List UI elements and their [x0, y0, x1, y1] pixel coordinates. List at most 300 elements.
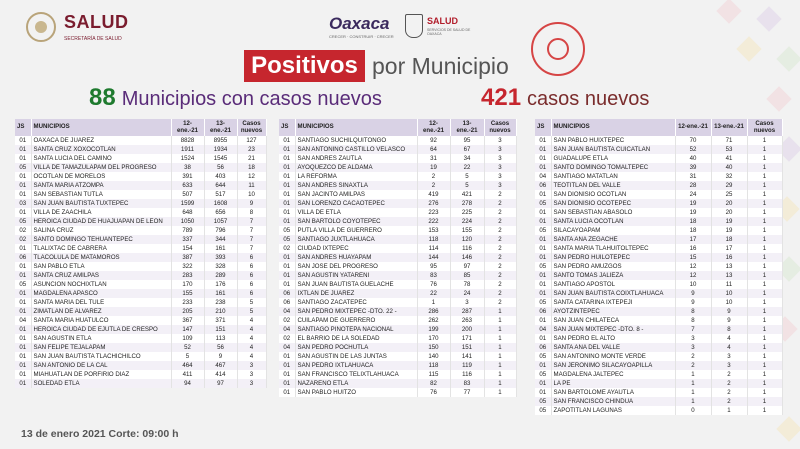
cell-casos-nuevos: 1	[484, 325, 516, 334]
cell-js: 02	[279, 244, 295, 253]
cell-municipio: SANTIAGO PINOTEPA NACIONAL	[295, 325, 417, 334]
cell-12-ene: 419	[417, 190, 450, 199]
cell-casos-nuevos: 1	[747, 406, 782, 415]
cell-casos-nuevos: 1	[747, 289, 782, 298]
cell-casos-nuevos: 2	[484, 298, 516, 307]
cell-casos-nuevos: 7	[237, 217, 266, 226]
cell-12-ene: 115	[417, 370, 450, 379]
cell-13-ene: 120	[450, 235, 484, 244]
cell-js: 01	[535, 289, 551, 298]
cell-13-ene: 371	[204, 316, 237, 325]
cell-municipio: SANTIAGO APOSTOL	[551, 280, 675, 289]
cell-casos-nuevos: 3	[237, 370, 266, 379]
cell-12-ene: 118	[417, 235, 450, 244]
cell-13-ene: 22	[450, 163, 484, 172]
cell-js: 01	[15, 361, 31, 370]
cell-12-ene: 322	[171, 262, 204, 271]
table-row	[279, 136, 516, 145]
cell-municipio: GUADALUPE ETLA	[551, 154, 675, 163]
cell-casos-nuevos: 3	[237, 361, 266, 370]
cell-12-ene: 8	[675, 307, 711, 316]
cell-12-ene: 31	[417, 154, 450, 163]
cell-js: 01	[279, 370, 295, 379]
cell-12-ene: 2	[417, 181, 450, 190]
column-header-casos-nuevos: Casos nuevos	[237, 119, 266, 136]
cell-municipio: SAN JERONIMO SILACAYOAPILLA	[551, 361, 675, 370]
cell-12-ene: 1	[675, 388, 711, 397]
cell-casos-nuevos: 6	[237, 289, 266, 298]
cell-13-ene: 1057	[204, 217, 237, 226]
cell-13-ene: 151	[450, 343, 484, 352]
oaxaca-salud: SALUD	[427, 16, 458, 26]
cell-12-ene: 223	[417, 208, 450, 217]
cell-12-ene: 92	[417, 136, 450, 145]
table-row	[15, 190, 266, 199]
cell-12-ene: 82	[417, 379, 450, 388]
casos-text: casos nuevos	[527, 88, 650, 110]
table-row	[279, 280, 516, 289]
oaxaca-brand: Oaxaca	[329, 14, 390, 33]
cell-js: 01	[15, 172, 31, 181]
oaxaca-salud-sub: SERVICIOS DE SALUD DE OAXACA	[427, 28, 471, 36]
cell-js: 04	[279, 343, 295, 352]
cell-js: 01	[535, 235, 551, 244]
cell-js: 01	[279, 154, 295, 163]
cell-13-ene: 78	[450, 280, 484, 289]
cell-casos-nuevos: 5	[237, 307, 266, 316]
cell-js: 01	[15, 325, 31, 334]
cell-12-ene: 83	[417, 271, 450, 280]
cell-js: 05	[535, 262, 551, 271]
cell-casos-nuevos: 3	[484, 154, 516, 163]
cell-casos-nuevos: 2	[484, 280, 516, 289]
cell-municipio: SILACAYOAPAM	[551, 226, 675, 235]
cell-municipio: SAN SEBASTIAN ABASOLO	[551, 208, 675, 217]
cell-municipio: SALINA CRUZ	[31, 226, 171, 235]
cell-13-ene: 1608	[204, 199, 237, 208]
cell-casos-nuevos: 8	[237, 208, 266, 217]
cell-js: 04	[535, 172, 551, 181]
cell-casos-nuevos: 1	[747, 145, 782, 154]
table-row	[15, 145, 266, 154]
cell-12-ene: 1050	[171, 217, 204, 226]
cell-13-ene: 83	[450, 379, 484, 388]
table-row	[535, 253, 782, 262]
cell-casos-nuevos: 7	[237, 226, 266, 235]
table-row	[535, 244, 782, 253]
table-row	[279, 370, 516, 379]
cell-casos-nuevos: 2	[484, 253, 516, 262]
table-row	[535, 226, 782, 235]
cell-casos-nuevos: 1	[484, 316, 516, 325]
cell-municipio: SAN FELIPE TEJALAPAM	[31, 343, 171, 352]
cell-js: 01	[279, 352, 295, 361]
cell-12-ene: 1	[675, 397, 711, 406]
table-row	[279, 298, 516, 307]
salud-logo-subtitle: SECRETARÍA DE SALUD	[64, 36, 122, 42]
cell-13-ene: 1934	[204, 145, 237, 154]
cell-js: 06	[279, 289, 295, 298]
cell-12-ene: 170	[171, 280, 204, 289]
cell-casos-nuevos: 2	[484, 199, 516, 208]
cell-13-ene: 56	[204, 163, 237, 172]
cell-12-ene: 5	[171, 352, 204, 361]
cell-municipio: SAN PABLO HUIXTEPEC	[551, 136, 675, 145]
table-row	[535, 199, 782, 208]
cell-casos-nuevos: 7	[237, 244, 266, 253]
table-row	[535, 208, 782, 217]
municipios-text: Municipios con casos nuevos	[121, 88, 382, 110]
cell-municipio: TEOTITLAN DEL VALLE	[551, 181, 675, 190]
cell-casos-nuevos: 1	[484, 343, 516, 352]
table-row	[15, 325, 266, 334]
cell-13-ene: 796	[204, 226, 237, 235]
cell-13-ene: 41	[711, 154, 747, 163]
cell-13-ene: 18	[711, 235, 747, 244]
cell-municipio: SAN PEDRO POCHUTLA	[295, 343, 417, 352]
cell-js: 01	[535, 316, 551, 325]
table-row	[279, 352, 516, 361]
cell-js: 05	[535, 406, 551, 415]
cell-js: 01	[279, 190, 295, 199]
cell-12-ene: 109	[171, 334, 204, 343]
table-row	[15, 154, 266, 163]
cell-13-ene: 200	[450, 325, 484, 334]
cell-casos-nuevos: 4	[237, 352, 266, 361]
table-row	[279, 334, 516, 343]
table-row	[15, 298, 266, 307]
table-row	[535, 379, 782, 388]
cell-12-ene: 38	[171, 163, 204, 172]
cell-13-ene: 467	[204, 361, 237, 370]
cell-13-ene: 9	[711, 307, 747, 316]
cell-casos-nuevos: 5	[237, 298, 266, 307]
cell-js: 06	[535, 307, 551, 316]
table-row	[15, 172, 266, 181]
cell-13-ene: 141	[450, 352, 484, 361]
cell-13-ene: 2	[711, 379, 747, 388]
table-row	[279, 208, 516, 217]
cell-13-ene: 8	[711, 325, 747, 334]
table-row	[15, 181, 266, 190]
cell-13-ene: 20	[711, 208, 747, 217]
cell-casos-nuevos: 1	[747, 163, 782, 172]
cell-js: 02	[15, 226, 31, 235]
cell-12-ene: 3	[675, 334, 711, 343]
cell-12-ene: 2	[675, 361, 711, 370]
cell-municipio: OCOTLAN DE MORELOS	[31, 172, 171, 181]
cell-js: 05	[535, 199, 551, 208]
cell-js: 04	[15, 316, 31, 325]
table-row	[15, 244, 266, 253]
cell-casos-nuevos: 9	[237, 199, 266, 208]
cell-casos-nuevos: 1	[484, 379, 516, 388]
cell-13-ene: 116	[450, 370, 484, 379]
table-row	[15, 343, 266, 352]
cell-12-ene: 16	[675, 244, 711, 253]
table-row	[15, 307, 266, 316]
cell-js: 01	[15, 370, 31, 379]
column-header-13-ene: 13-ene.-21	[204, 119, 237, 136]
cell-12-ene: 10	[675, 280, 711, 289]
cell-municipio: SANTA MARIA TLAHUITOLTEPEC	[551, 244, 675, 253]
cell-js: 06	[15, 253, 31, 262]
column-header-12-ene: 12-ene.-21	[417, 119, 450, 136]
cell-js: 01	[279, 262, 295, 271]
cell-municipio: SAN ANDRES HUAYAPAM	[295, 253, 417, 262]
cell-js: 02	[15, 235, 31, 244]
cell-13-ene: 644	[204, 181, 237, 190]
table-row	[535, 343, 782, 352]
cell-js: 01	[279, 217, 295, 226]
cell-casos-nuevos: 6	[237, 262, 266, 271]
cell-municipio: MAGDALENA APASCO	[31, 289, 171, 298]
cell-12-ene: 12	[675, 271, 711, 280]
table-row	[279, 226, 516, 235]
cell-municipio: SAN AGUSTIN DE LAS JUNTAS	[295, 352, 417, 361]
cell-13-ene: 13	[711, 271, 747, 280]
cell-casos-nuevos: 1	[747, 298, 782, 307]
table-row	[279, 343, 516, 352]
cell-js: 05	[535, 397, 551, 406]
cell-12-ene: 337	[171, 235, 204, 244]
column-header-municipios: MUNICIPIOS	[295, 119, 417, 136]
cell-12-ene: 114	[417, 244, 450, 253]
cell-casos-nuevos: 21	[237, 154, 266, 163]
table-row	[15, 352, 266, 361]
cell-js: 01	[535, 379, 551, 388]
cell-municipio: SANTA MARIA HUATULCO	[31, 316, 171, 325]
cell-municipio: OAXACA DE JUAREZ	[31, 136, 171, 145]
column-header-12-ene: 12-ene.-21	[171, 119, 204, 136]
cell-12-ene: 19	[675, 199, 711, 208]
cell-13-ene: 4	[711, 334, 747, 343]
cell-casos-nuevos: 1	[747, 370, 782, 379]
cell-municipio: SAN ANTONIO DE LA CAL	[31, 361, 171, 370]
cell-municipio: IXTLAN DE JUAREZ	[295, 289, 417, 298]
cell-js: 01	[15, 289, 31, 298]
cell-casos-nuevos: 1	[747, 271, 782, 280]
cell-12-ene: 118	[417, 361, 450, 370]
cell-municipio: SAN JACINTO AMILPAS	[295, 190, 417, 199]
cell-js: 05	[279, 235, 295, 244]
table-row	[15, 253, 266, 262]
cell-municipio: SAN BARTOLOME AYAUTLA	[551, 388, 675, 397]
oaxaca-shield-icon	[405, 14, 423, 38]
cell-municipio: SANTIAGO ZACATEPEC	[295, 298, 417, 307]
cell-municipio: SAN DIONISIO OCOTLAN	[551, 190, 675, 199]
cell-js: 01	[15, 181, 31, 190]
municipios-table-1	[15, 119, 267, 388]
oaxaca-logo	[329, 14, 474, 44]
cell-municipio: SAN PABLO HUITZO	[295, 388, 417, 397]
cell-13-ene: 155	[450, 226, 484, 235]
cell-js: 02	[279, 316, 295, 325]
table-row	[279, 172, 516, 181]
cell-casos-nuevos: 3	[484, 136, 516, 145]
cell-13-ene: 171	[450, 334, 484, 343]
municipios-summary	[89, 84, 382, 112]
cell-municipio: SAN AGUSTIN ETLA	[31, 334, 171, 343]
cell-js: 01	[279, 280, 295, 289]
cell-municipio: VILLA DE TAMAZULAPAM DEL PROGRESO	[31, 163, 171, 172]
cell-js: 05	[535, 352, 551, 361]
cell-casos-nuevos: 3	[484, 163, 516, 172]
cell-12-ene: 95	[417, 262, 450, 271]
cell-12-ene: 2	[675, 352, 711, 361]
municipios-table-3	[535, 119, 783, 415]
table-row	[15, 280, 266, 289]
cell-casos-nuevos: 6	[237, 253, 266, 262]
cell-13-ene: 2	[711, 397, 747, 406]
cell-municipio: SAN PEDRO IXTLAHUACA	[295, 361, 417, 370]
oaxaca-slogan: CRECER · CONSTRUIR · CRECER	[329, 34, 394, 39]
cell-12-ene: 19	[675, 208, 711, 217]
table-row	[279, 325, 516, 334]
cell-municipio: SAN JUAN BAUTISTA CUICATLAN	[551, 145, 675, 154]
cell-13-ene: 97	[450, 262, 484, 271]
cell-12-ene: 2	[417, 172, 450, 181]
table-row	[15, 361, 266, 370]
cell-13-ene: 77	[450, 388, 484, 397]
cell-13-ene: 224	[450, 217, 484, 226]
table-row	[535, 136, 782, 145]
cell-13-ene: 4	[711, 343, 747, 352]
cell-municipio: VILLA DE ETLA	[295, 208, 417, 217]
cell-municipio: TLALIXTAC DE CABRERA	[31, 244, 171, 253]
cell-casos-nuevos: 1	[747, 361, 782, 370]
cell-municipio: SAN JUAN MIXTEPEC -DTO. 8 -	[551, 325, 675, 334]
cell-12-ene: 9	[675, 289, 711, 298]
cell-js: 01	[279, 199, 295, 208]
table-row	[279, 199, 516, 208]
cell-municipio: LA REFORMA	[295, 172, 417, 181]
cell-13-ene: 40	[711, 163, 747, 172]
cell-municipio: AYOQUEZCO DE ALDAMA	[295, 163, 417, 172]
cell-js: 06	[279, 298, 295, 307]
cell-13-ene: 1	[711, 406, 747, 415]
salud-logo	[26, 12, 166, 46]
cell-municipio: SAN ANDRES ZAUTLA	[295, 154, 417, 163]
cell-municipio: SAN DIONISIO OCOTEPEC	[551, 199, 675, 208]
table-row	[15, 226, 266, 235]
cell-12-ene: 0	[675, 406, 711, 415]
cell-12-ene: 283	[171, 271, 204, 280]
cell-12-ene: 391	[171, 172, 204, 181]
table-row	[535, 406, 782, 415]
cell-js: 04	[535, 325, 551, 334]
table-row	[535, 298, 782, 307]
cell-casos-nuevos: 1	[747, 352, 782, 361]
cell-js: 01	[279, 379, 295, 388]
cell-13-ene: 116	[450, 244, 484, 253]
cell-municipio: SAN JOSE DEL PROGRESO	[295, 262, 417, 271]
table-row	[15, 262, 266, 271]
title-highlight: Positivos	[244, 50, 365, 82]
cell-12-ene: 8828	[171, 136, 204, 145]
cell-12-ene: 17	[675, 235, 711, 244]
table-row	[279, 154, 516, 163]
cell-13-ene: 176	[204, 280, 237, 289]
cell-13-ene: 119	[450, 361, 484, 370]
cell-13-ene: 11	[711, 280, 747, 289]
cell-js: 01	[279, 172, 295, 181]
cell-13-ene: 8955	[204, 136, 237, 145]
cell-12-ene: 12	[675, 262, 711, 271]
cell-js: 03	[15, 199, 31, 208]
column-header-municipios: MUNICIPIOS	[551, 119, 675, 136]
cell-casos-nuevos: 2	[484, 289, 516, 298]
cell-12-ene: 19	[417, 163, 450, 172]
municipios-table-2	[279, 119, 517, 397]
cell-js: 01	[279, 253, 295, 262]
cell-13-ene: 2	[711, 370, 747, 379]
cell-casos-nuevos: 1	[747, 154, 782, 163]
table-row	[535, 145, 782, 154]
cell-casos-nuevos: 1	[484, 307, 516, 316]
cell-12-ene: 70	[675, 136, 711, 145]
cell-js: 01	[279, 145, 295, 154]
cell-12-ene: 52	[675, 145, 711, 154]
table-row	[535, 217, 782, 226]
table-row	[279, 181, 516, 190]
cell-municipio: SAN PEDRO EL ALTO	[551, 334, 675, 343]
cell-13-ene: 20	[711, 199, 747, 208]
cell-casos-nuevos: 1	[747, 262, 782, 271]
cell-13-ene: 517	[204, 190, 237, 199]
cell-12-ene: 170	[417, 334, 450, 343]
table-row	[535, 181, 782, 190]
table-row	[15, 235, 266, 244]
table-row	[15, 271, 266, 280]
cell-municipio: SANTA MARIA DEL TULE	[31, 298, 171, 307]
cell-js: 05	[535, 370, 551, 379]
cell-casos-nuevos: 1	[747, 226, 782, 235]
column-header-js: JS	[15, 119, 31, 136]
cell-12-ene: 1	[675, 379, 711, 388]
cell-13-ene: 656	[204, 208, 237, 217]
cell-12-ene: 233	[171, 298, 204, 307]
cell-casos-nuevos: 1	[747, 244, 782, 253]
cell-12-ene: 140	[417, 352, 450, 361]
table-row	[279, 244, 516, 253]
cell-casos-nuevos: 1	[484, 370, 516, 379]
cell-js: 05	[15, 163, 31, 172]
cell-13-ene: 10	[711, 298, 747, 307]
cell-12-ene: 39	[675, 163, 711, 172]
cell-13-ene: 53	[711, 145, 747, 154]
table-row	[279, 289, 516, 298]
cell-municipio: SANTA CRUZ AMILPAS	[31, 271, 171, 280]
cell-js: 04	[279, 325, 295, 334]
cell-13-ene: 71	[711, 136, 747, 145]
table-row	[535, 289, 782, 298]
table-row	[279, 217, 516, 226]
cell-12-ene: 286	[417, 307, 450, 316]
cell-municipio: SANTA LUCIA DEL CAMINO	[31, 154, 171, 163]
table-row	[535, 388, 782, 397]
cell-13-ene: 32	[711, 172, 747, 181]
cell-municipio: SANTA ANA ZEGACHE	[551, 235, 675, 244]
cell-13-ene: 344	[204, 235, 237, 244]
cell-municipio: SANTA CRUZ XOXOCOTLAN	[31, 145, 171, 154]
cell-municipio: AYOTZINTEPEC	[551, 307, 675, 316]
table-row	[279, 271, 516, 280]
cell-js: 01	[535, 136, 551, 145]
cell-municipio: ZIMATLAN DE ALVAREZ	[31, 307, 171, 316]
cell-12-ene: 9	[675, 298, 711, 307]
cell-12-ene: 222	[417, 217, 450, 226]
